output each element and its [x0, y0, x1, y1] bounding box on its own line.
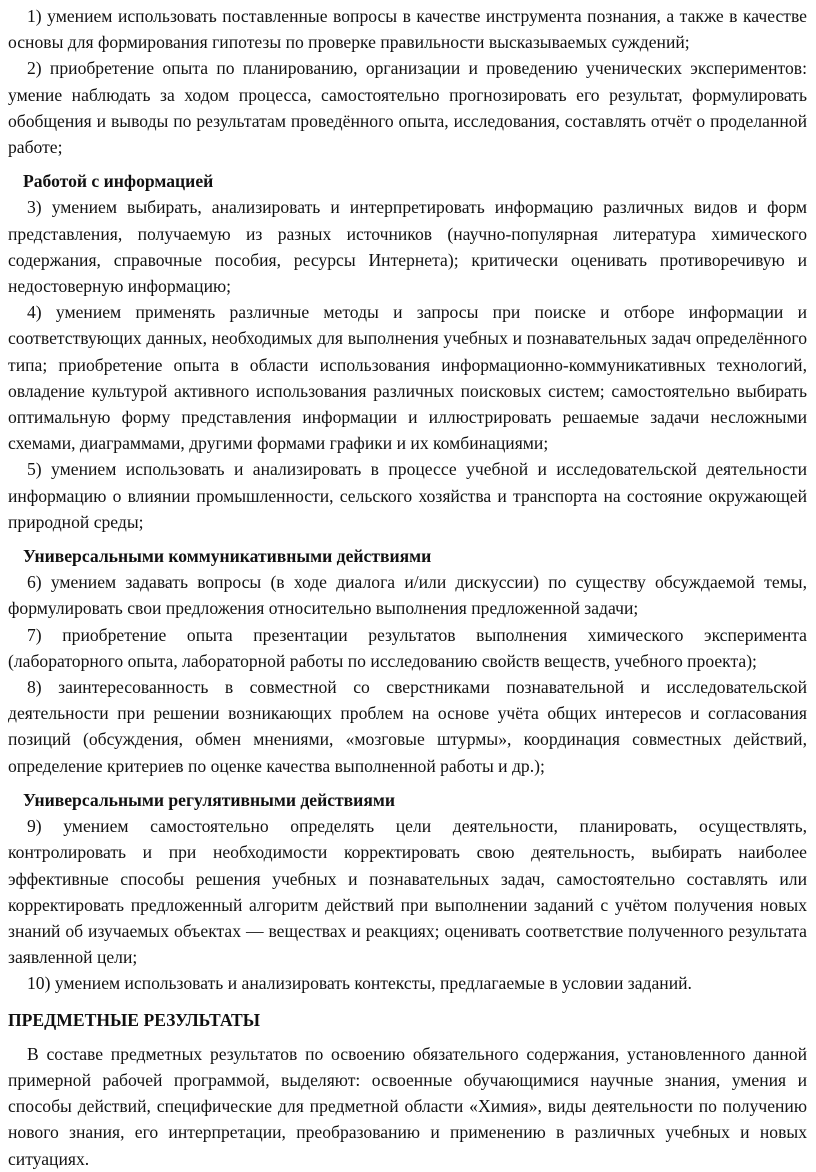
paragraph-item-5: 5) умением использовать и анализировать в процессе учебной и исследовательской деятельности информацию о влиянии промышленности, сельского хозяйства и транспорта на состояние окружающей природной среды;: [8, 459, 807, 532]
paragraph-item-3: 3) умением выбирать, анализировать и интерпретировать информацию различных видов и форм представления, получаемую из разных источников (научно-популярная литература химического содержания, справочные пособия, ресурсы Интернета); критически оценивать противоречивую и недостоверную информацию;: [8, 197, 807, 297]
paragraph-item-8: 8) заинтересованность в совместной со сверстниками познавательной и исследовательской деятельности при решении возникающих проблем на основе учёта общих интересов и согласования позиций (обсуждения, обмен мнениями, «мозговые штурмы», координация совместных действий, определение критериев по оценке качества выполненной работы и др.);: [8, 677, 807, 776]
paragraph-item-9: 9) умением самостоятельно определять цели деятельности, планировать, осуществлять, контролировать и при необходимости корректировать свою деятельность, выбирать наиболее эффективные способы решения учебных и познавательных задач, самостоятельно составлять или корректировать предложенный алгоритм действий при выполнении заданий с учётом получения новых знаний об изучаемых объектах — веществах и реакциях; оценивать соответствие полученного результата заявленной цели;: [8, 816, 807, 968]
heading-communicative: Универсальными коммуникативными действиями: [23, 546, 432, 567]
heading-information: Работой с информацией: [23, 171, 214, 192]
paragraph-item-10: 10) умением использовать и анализировать контексты, предлагаемые в условии заданий.: [27, 973, 692, 994]
paragraph-item-4: 4) умением применять различные методы и запросы при поиске и отборе информации и соответствующих данных, необходимых для выполнения учебных и познавательных задач определённого типа; приобретение опыта в области использования информационно-коммуникативных технологий, овладение культурой активного использования различных поисковых систем; самостоятельно выбирать оптимальную форму представления информации и иллюстрировать решаемые задачи несложными схемами, диаграммами, другими формами графики и их комбинациями;: [8, 302, 807, 454]
paragraph-item-7: 7) приобретение опыта презентации результатов выполнения химического эксперимента (лабораторного опыта, лабораторной работы по исследованию свойств веществ, учебного проекта);: [8, 624, 807, 671]
section-title-subject-results: ПРЕДМЕТНЫЕ РЕЗУЛЬТАТЫ: [8, 1009, 261, 1030]
paragraph-item-6: 6) умением задавать вопросы (в ходе диалога и/или дискуссии) по существу обсуждаемой темы, формулировать свои предложения относительно выполнения предложенной задачи;: [8, 572, 807, 619]
heading-regulatory: Универсальными регулятивными действиями: [23, 789, 395, 810]
paragraph-item-1: 1) умением использовать поставленные вопросы в качестве инструмента познания, а также в качестве основы для формирования гипотезы по проверке правильности высказываемых суждений;: [8, 6, 807, 53]
paragraph-item-2: 2) приобретение опыта по планированию, организации и проведению ученических экспериментов: умение наблюдать за ходом процесса, самостоятельно прогнозировать его результат, формулировать обобщения и выводы по результатам проведённого опыта, исследования, составлять отчёт о проделанной работе;: [8, 58, 807, 158]
paragraph-subject-results: В составе предметных результатов по освоению обязательного содержания, установленного данной примерной рабочей программой, выделяют: освоенные обучающимися научные знания, умения и способы действий, специфические для предметной области «Химия», виды деятельности по получению нового знания, его интерпретации, преобразованию и применению в различных учебных и новых ситуациях.: [8, 1043, 807, 1169]
